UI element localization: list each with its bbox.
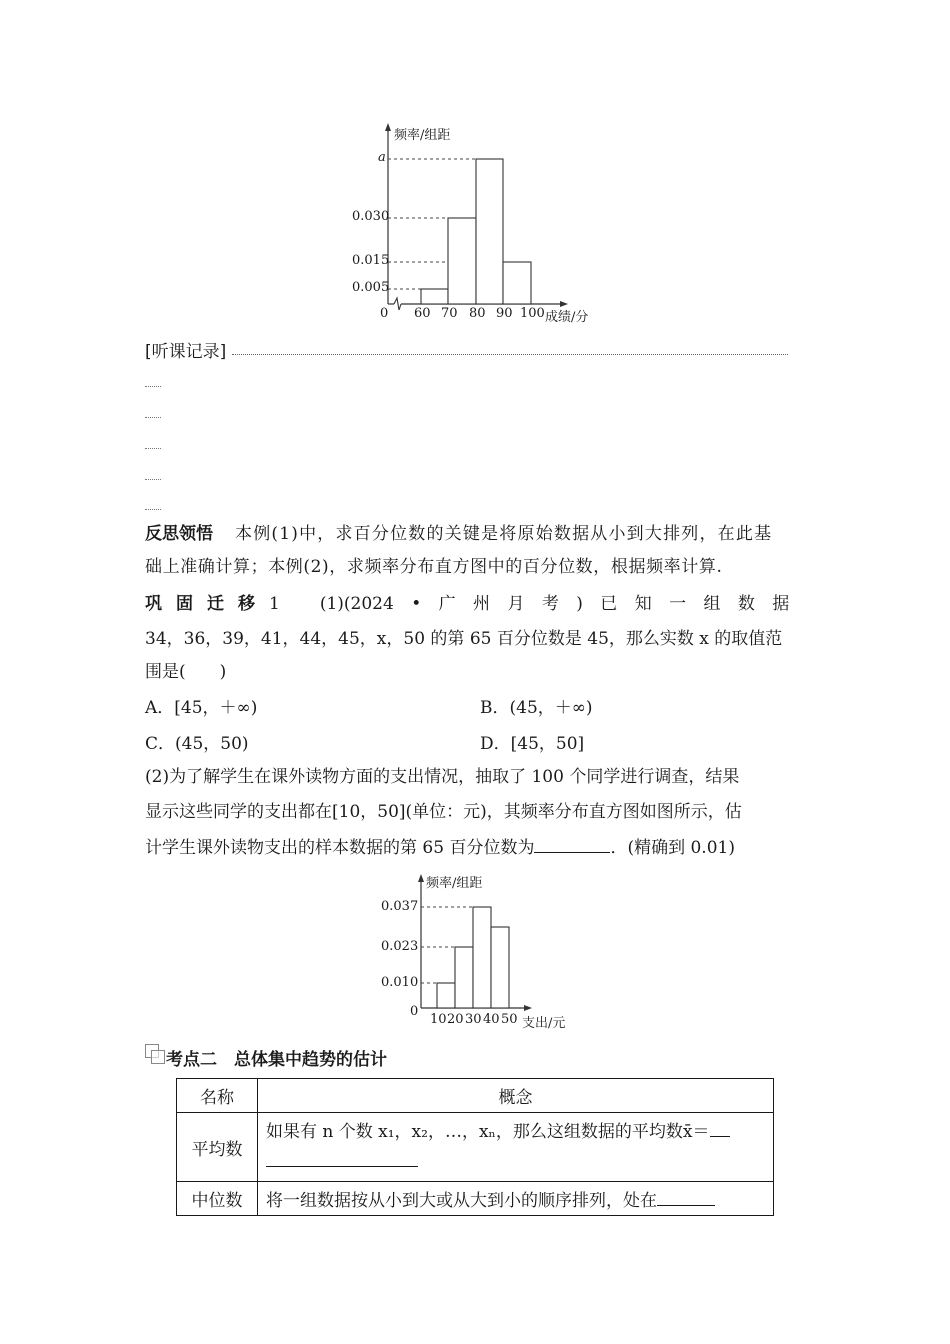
median-concept-text: 将一组数据按从小到大或从大到小的顺序排列，处在 [266,1191,657,1211]
bar-30-40 [473,907,491,1008]
bar-10-20 [437,983,455,1008]
table-header-row [177,1079,774,1113]
practice-title: 巩固迁移 [145,594,269,614]
reflection-line-1 [145,522,772,546]
chart2-origin: 0 [410,1004,419,1019]
chart1-ylabel: 频率/组距 [394,128,451,143]
chart1-xlabel: 成绩/分 [545,310,589,325]
mean-blank-1[interactable] [710,1118,730,1137]
table-row-concept-median [258,1182,774,1216]
answer-blank[interactable] [534,834,610,853]
practice-q2-line-1: (2)为了解学生在课外读物方面的支出情况，抽取了 100 个同学进行调查，结果 [145,767,740,787]
chart2-xtick-50: 50 [501,1012,518,1027]
practice-number: 1 [269,594,280,614]
table-header-concept: 概念 [258,1079,774,1113]
chart2-xtick-30: 30 [465,1012,482,1027]
bar-70-80 [448,218,476,304]
notes-line[interactable] [232,354,788,355]
q2-text-pre: 计学生课外读物支出的样本数据的第 65 百分位数为 [145,838,535,858]
chart2-xtick-10: 10 [430,1012,447,1027]
q2-text-post: ．(精确到 0.01) [610,838,735,858]
practice-q1-line-3: 围是( ) [145,662,227,682]
table-header-name: 名称 [177,1079,258,1113]
chart1-xtick-70: 70 [441,306,458,321]
bar-20-30 [455,947,473,1008]
practice-line-1 [145,592,789,616]
chart1-ytick-0030: 0.030 [352,209,390,224]
chart1-xtick-90: 90 [496,306,513,321]
reflection-title: 反思领悟 [145,524,213,544]
reflection-line-2: 础上准确计算；本例(2)，求频率分布直方图中的百分位数，根据频率计算. [145,557,723,577]
option-b[interactable]: B．(45，＋∞) [480,698,593,718]
practice-q2-line-2: 显示这些同学的支出都在[10，50](单位：元)，其频率分布直方图如图所示，估 [145,802,742,822]
chart1-origin: 0 [380,306,389,321]
mean-blank-2[interactable] [266,1148,418,1167]
mean-concept-text: 如果有 n 个数 x₁，x₂，…，xₙ，那么这组数据的平均数x̄＝ [266,1122,710,1142]
reflection-text-1: 本例(1)中，求百分位数的关键是将原始数据从小到大排列，在此基 [235,524,773,544]
table-row-concept-mean [258,1113,774,1182]
section-icon [145,1044,167,1064]
notes-label: [听课记录] [145,342,227,362]
chart1-ytick-0015: 0.015 [352,253,390,268]
chart1-xtick-80: 80 [469,306,486,321]
chart1-ytick-a: a [378,150,386,165]
notes-line-5[interactable] [145,509,161,510]
practice-q1-line-2: 34，36，39，41，44，45，x，50 的第 65 百分位数是 45，那么实数 x 的取值范 [145,629,783,649]
option-d[interactable]: D．[45，50] [480,734,585,754]
table-row-name-mean: 平均数 [177,1113,258,1182]
chart1-ytick-0005: 0.005 [352,280,390,295]
concept-table [176,1078,774,1216]
practice-q1-source: (1)(2024 • 广 州 月 考 ) 已 知 一 组 数 据 [319,594,790,614]
practice-q2-line-3 [145,834,735,860]
notes-line-4[interactable] [145,479,161,480]
chart2-ylabel: 频率/组距 [426,876,483,891]
chart1-xtick-100: 100 [520,306,545,321]
bar-90-100 [503,262,531,304]
bar-60-70 [421,289,448,304]
table-row [177,1182,774,1216]
chart2-xtick-40: 40 [483,1012,500,1027]
notes-line-2[interactable] [145,417,161,418]
chart2-ytick-0010: 0.010 [381,975,419,990]
chart2-xtick-20: 20 [447,1012,464,1027]
bar-80-90 [476,159,503,304]
notes-line-3[interactable] [145,448,161,449]
bar-40-50 [491,927,509,1008]
median-blank[interactable] [657,1187,715,1206]
section-title: 考点二 总体集中趋势的估计 [166,1050,387,1070]
notes-line-1[interactable] [145,386,161,387]
chart2-ytick-0023: 0.023 [381,939,419,954]
option-a[interactable]: A．[45，＋∞) [145,698,258,718]
option-c[interactable]: C．(45，50) [145,734,249,754]
chart2-xlabel: 支出/元 [522,1016,566,1031]
chart2-ytick-0037: 0.037 [381,899,419,914]
chart1-xtick-60: 60 [414,306,431,321]
table-row [177,1113,774,1182]
table-row-name-median: 中位数 [177,1182,258,1216]
